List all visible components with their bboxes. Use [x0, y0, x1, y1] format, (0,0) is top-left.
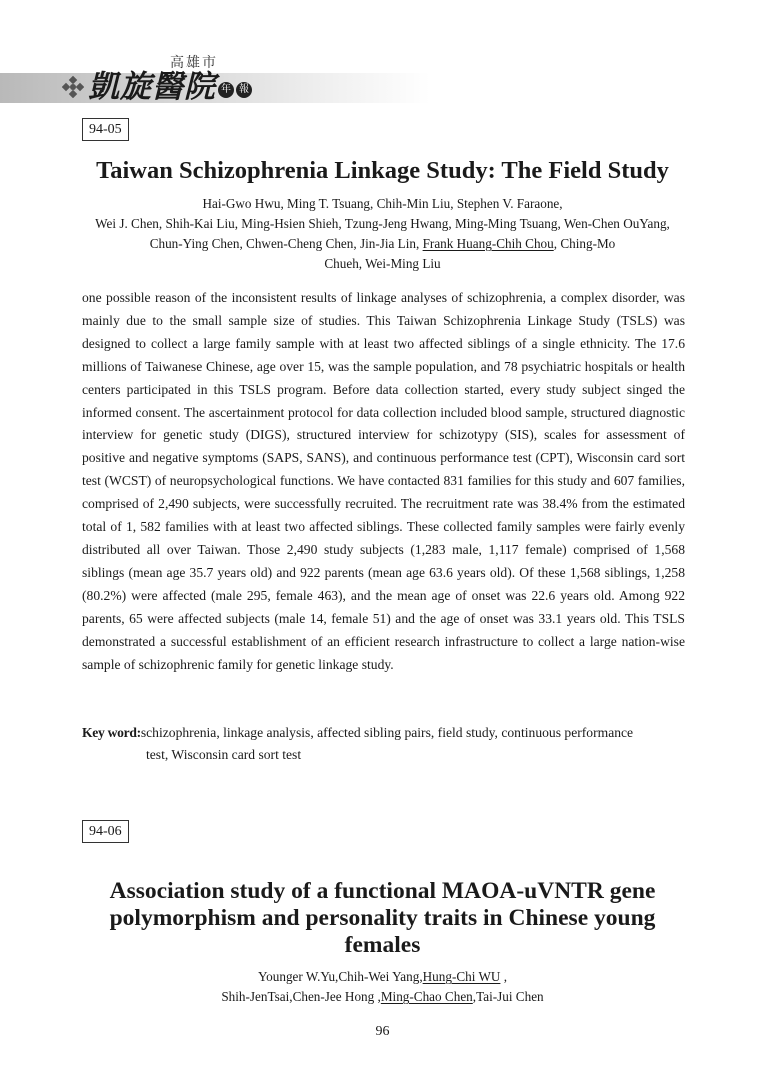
highlighted-author: Hung-Chi WU: [422, 969, 501, 984]
author-text: , Ching-Mo: [553, 236, 616, 251]
keywords-label: Key word:: [82, 725, 141, 740]
author-text: Chun-Ying Chen, Chwen-Cheng Chen, Jin-Jia Lin,: [149, 236, 423, 251]
highlighted-author: Ming-Chao Chen: [380, 989, 473, 1004]
author-line: Hai-Gwo Hwu, Ming T. Tsuang, Chih-Min Liu, Stephen V. Faraone,: [202, 196, 563, 211]
article-title: [40, 878, 725, 959]
keywords: [82, 722, 685, 766]
logo-hospital-name: 凱旋醫院: [88, 69, 216, 105]
ornament-icon: [62, 76, 84, 98]
logo-city-text: 高雄市: [170, 55, 218, 71]
author-line: Chueh, Wei-Ming Liu: [324, 256, 441, 271]
keywords-text: schizophrenia, linkage analysis, affected sibling pairs, field study, continuous performance: [140, 725, 634, 740]
author-list: [60, 967, 705, 1007]
keywords-text-continued: test, Wisconsin card sort test: [146, 747, 302, 762]
author-text: ,Tai-Jui Chen: [472, 989, 544, 1004]
page-number: 96: [375, 1024, 390, 1039]
abstract-paragraph: one possible reason of the inconsistent results of linkage analyses of schizophrenia, a complex disorder, was mainly due to the small sample size of studies. This Taiwan Schizophrenia Linkage Study (TSLS) was designed to collect a large family sample with at least two affected siblings of a single ethnicity. The 17.6 millions of Taiwanese Chinese, age over 15, was the sample population, and 78 psychiatric hospitals or health centers participated in this TSLS program. Before data collection started, every study subject singed the informed consent. The ascertainment protocol for data collection included blood sample, structured diagnostic interview for genetic study (DIGS), structured interview for schizotypy (SIS), scales for assessment of positive and negative symptoms (SAPS, SANS), and continuous performance test (CPT), Wisconsin card sort test (WCST) of neuropsychological functions. We have contacted 831 families for this study and 607 families, comprised of 2,490 subjects, were successfully recruited. The recruitment rate was 38.4% from the estimated total of 1, 582 families with at least two affected siblings. These collected family samples were fairly evenly distributed all over Taiwan. Those 2,490 study subjects (1,283 male, 1,117 female) comprised of 1,568 siblings (mean age 35.7 years old) and 922 parents (mean age 63.6 years old). Of these 1,568 siblings, 1,258 (80.2%) were affected (male 295, female 463), and the mean age of onset was 22.6 years old. Among 922 parents, 65 were affected subjects (male 14, female 51) and the age of onset was 33.1 years old. This TSLS demonstrated a successful establishment of an efficient research infrastructure to collect a large nation-wise sample of schizophrenic family for genetic linkage study.: [82, 290, 685, 672]
author-line: [60, 234, 705, 254]
author-text: Younger W.Yu,Chih-Wei Yang,: [257, 969, 423, 984]
title-line: Association study of a functional MAOA-uVNTR gene: [109, 878, 656, 904]
article-code-box: 94-05: [82, 118, 129, 141]
title-line: polymorphism and personality traits in Chinese young: [109, 905, 656, 931]
hospital-logo: [62, 52, 262, 108]
logo-badge-year: 年: [218, 82, 234, 98]
author-line: Wei J. Chen, Shih-Kai Liu, Ming-Hsien Shieh, Tzung-Jeng Hwang, Ming-Ming Tsuang, Wen-Chen OuYang,: [95, 216, 670, 231]
author-line: [60, 967, 705, 987]
author-list: [60, 194, 705, 274]
author-text: Shih-JenTsai,Chen-Jee Hong ,: [221, 989, 381, 1004]
logo-badge-report: 報: [236, 82, 252, 98]
author-line: [60, 987, 705, 1007]
author-text: ,: [500, 969, 508, 984]
article-title: Taiwan Schizophrenia Linkage Study: The Field Study: [96, 157, 669, 184]
article-code-box: 94-06: [82, 820, 129, 843]
highlighted-author: Frank Huang-Chih Chou: [422, 236, 554, 251]
title-line: females: [344, 932, 421, 958]
